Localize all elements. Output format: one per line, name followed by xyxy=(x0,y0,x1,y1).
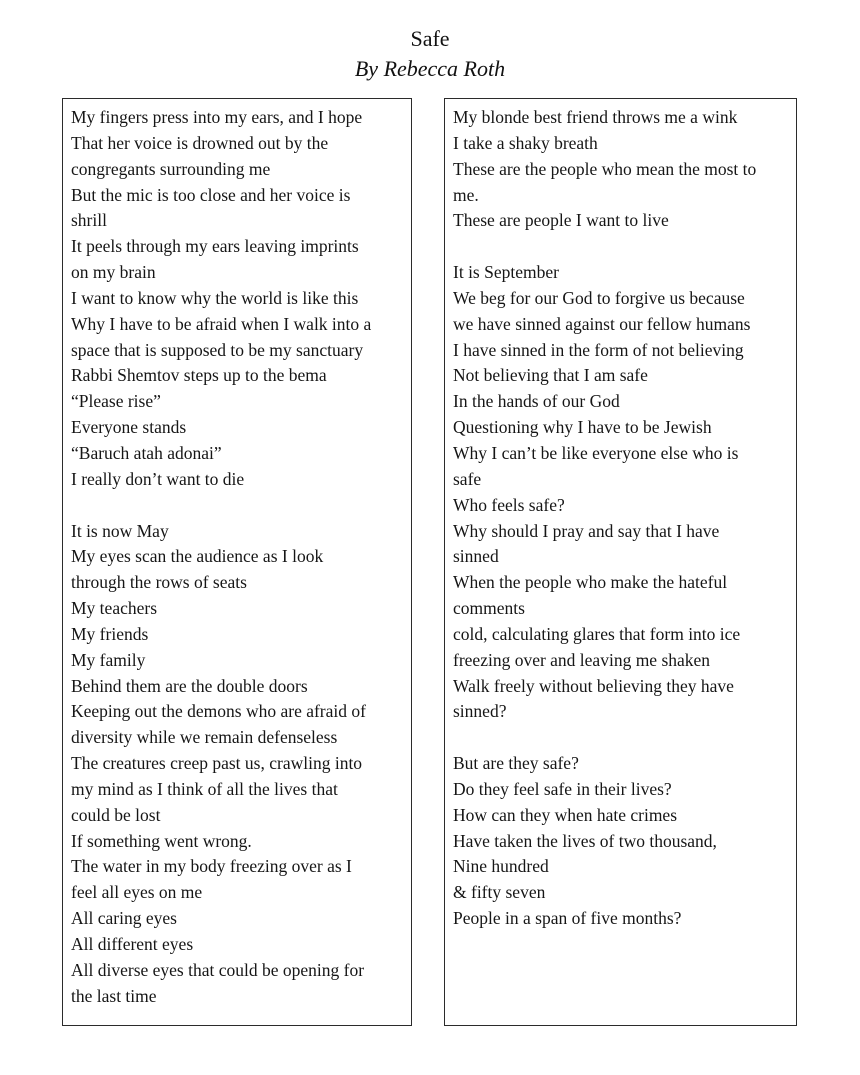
poem-line: “Baruch atah adonai” xyxy=(71,442,222,463)
poem-line: Walk freely without believing they have xyxy=(453,675,734,696)
poem-line: Keeping out the demons who are afraid of xyxy=(71,701,366,722)
poem-line: Who feels safe? xyxy=(453,494,565,515)
poem-line: All diverse eyes that could be opening for xyxy=(71,959,365,980)
poem-line: All caring eyes xyxy=(71,908,177,929)
poem-line: Why I have to be afraid when I walk into a xyxy=(71,313,372,334)
poem-line: Have taken the lives of two thousand, xyxy=(453,830,717,851)
poem-line: People in a span of five months? xyxy=(453,908,682,929)
poem-line: freezing over and leaving me shaken xyxy=(453,649,711,670)
poem-line: comments xyxy=(453,598,525,619)
poem-line: safe xyxy=(453,468,482,489)
stanza-break xyxy=(453,234,792,260)
poem-line: Why I can’t be like everyone else who is xyxy=(453,442,739,463)
poem-line: Rabbi Shemtov steps up to the bema xyxy=(71,365,327,386)
poem-line: through the rows of seats xyxy=(71,572,247,593)
poem-line: Questioning why I have to be Jewish xyxy=(453,417,712,438)
poem-line: congregants surrounding me xyxy=(71,158,271,179)
poem-line: My blonde best friend throws me a wink xyxy=(453,107,738,127)
poem-line: I have sinned in the form of not believing xyxy=(453,339,744,360)
poem-line: My family xyxy=(71,649,146,670)
poem-line: Why should I pray and say that I have xyxy=(453,520,720,541)
poem-line: Behind them are the double doors xyxy=(71,675,308,696)
poem-line: It is now May xyxy=(71,520,169,541)
poem-line: Do they feel safe in their lives? xyxy=(453,778,672,799)
poem-line: My fingers press into my ears, and I hope xyxy=(71,107,363,127)
poem-line: These are the people who mean the most to xyxy=(453,158,757,179)
poem-line: All different eyes xyxy=(71,934,194,954)
poem-line: shrill xyxy=(71,210,107,231)
poem-line: me. xyxy=(453,184,479,205)
poem-line: Not believing that I am safe xyxy=(453,365,648,386)
poem-line: The water in my body freezing over as I xyxy=(71,856,352,877)
poem-byline: By Rebecca Roth xyxy=(354,56,506,81)
poem-line: If something went wrong. xyxy=(71,830,252,851)
poem-line: But the mic is too close and her voice is xyxy=(71,184,351,205)
poem-column-left xyxy=(62,98,412,1026)
poem-line: How can they when hate crimes xyxy=(453,804,678,825)
poem-line: The creatures creep past us, crawling into xyxy=(71,753,363,774)
poem-line: diversity while we remain defenseless xyxy=(71,727,338,748)
poem-line: feel all eyes on me xyxy=(71,882,203,903)
poem-line: & fifty seven xyxy=(453,882,546,903)
poem-line: I take a shaky breath xyxy=(453,132,598,153)
poem-line: My friends xyxy=(71,623,149,644)
poem-line: I want to know why the world is like this xyxy=(71,287,359,308)
poem-line: sinned? xyxy=(453,701,507,722)
poem-line: space that is supposed to be my sanctuary xyxy=(71,339,364,360)
poem-line: Everyone stands xyxy=(71,417,187,438)
stanza-break xyxy=(453,725,792,751)
poem-line: My eyes scan the audience as I look xyxy=(71,546,324,567)
poem-line: cold, calculating glares that form into ice xyxy=(453,623,741,644)
poem-title: Safe xyxy=(410,26,450,51)
stanza-break xyxy=(71,493,407,519)
poem-line: my mind as I think of all the lives that xyxy=(71,778,338,799)
poem-column-right-lines xyxy=(445,99,796,932)
poem-column-left-lines xyxy=(63,99,411,1010)
poem-line: When the people who make the hateful xyxy=(453,572,728,593)
poem-line: “Please rise” xyxy=(71,391,161,412)
poem-line: These are people I want to live xyxy=(453,210,669,231)
poem-line: It is September xyxy=(453,262,559,283)
poem-line: It peels through my ears leaving imprints xyxy=(71,236,359,257)
poem-line: could be lost xyxy=(71,804,161,825)
poem-line: We beg for our God to forgive us because xyxy=(453,287,745,308)
poem-line: the last time xyxy=(71,985,157,1006)
poem-line: sinned xyxy=(453,546,499,567)
poem-column-right xyxy=(444,98,797,1026)
poem-line: That her voice is drowned out by the xyxy=(71,132,329,153)
poem-line: on my brain xyxy=(71,262,156,283)
poem-line: But are they safe? xyxy=(453,753,579,774)
poem-line: My teachers xyxy=(71,598,158,619)
poem-line: In the hands of our God xyxy=(453,391,620,412)
poem-line: Nine hundred xyxy=(453,856,549,877)
poem-line: I really don’t want to die xyxy=(71,468,245,489)
poem-line: we have sinned against our fellow humans xyxy=(453,313,751,334)
